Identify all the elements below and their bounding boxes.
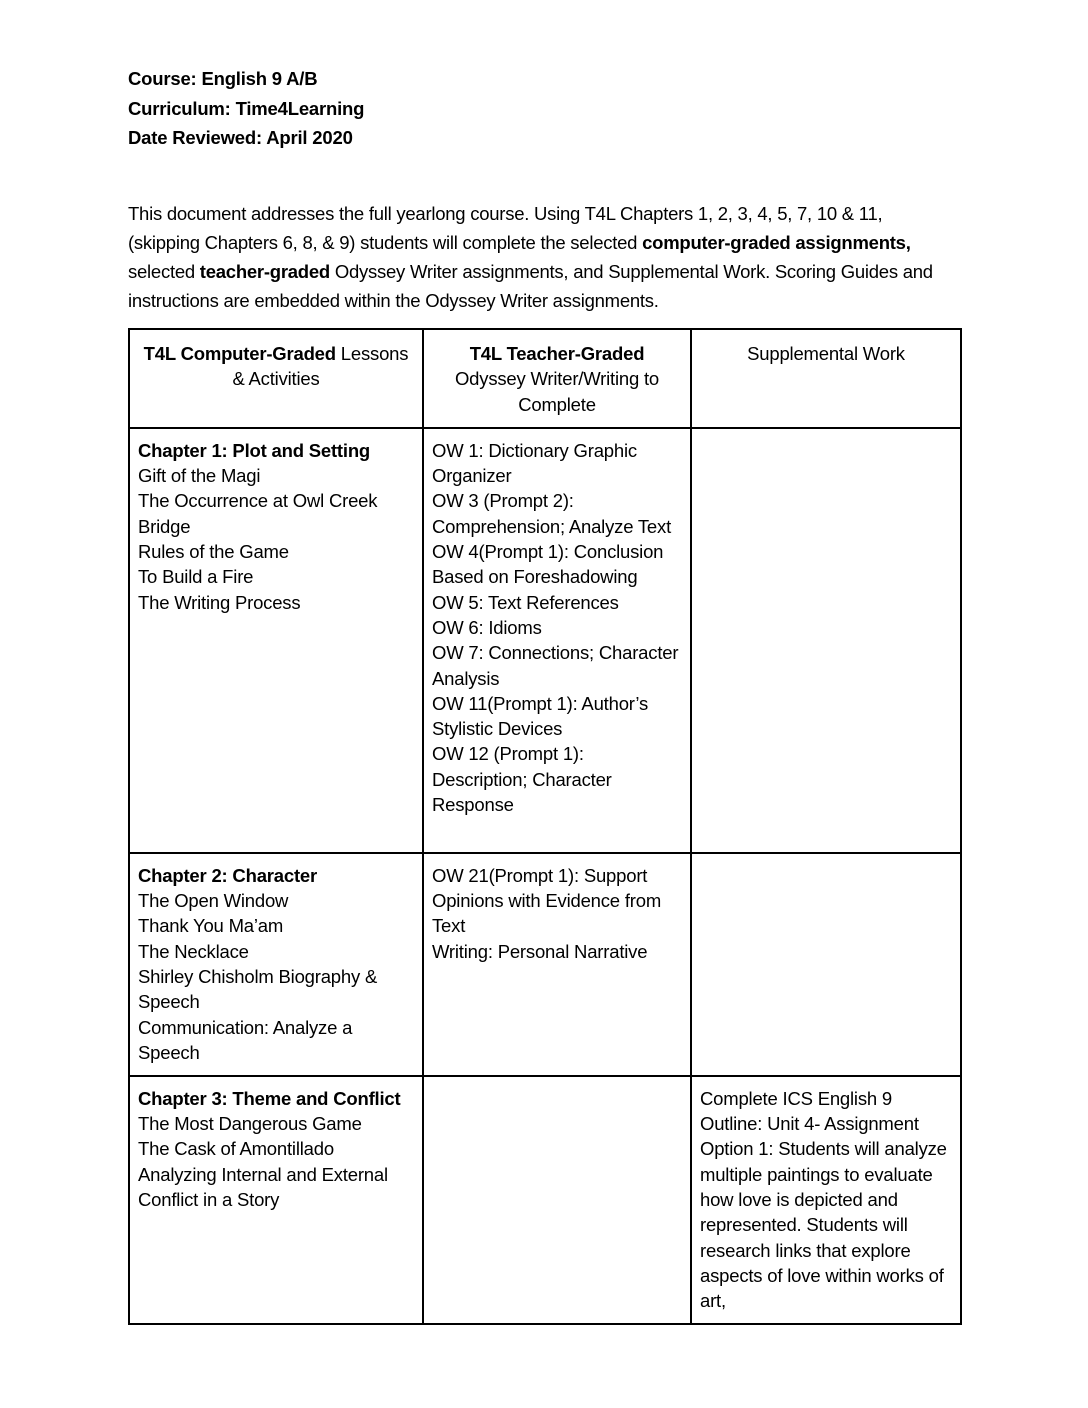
assignment-item: OW 11(Prompt 1): Author’s Stylistic Devices: [432, 692, 649, 740]
lesson-item: The Writing Process: [138, 591, 301, 613]
lessons-cell: [129, 853, 423, 1076]
supplemental-cell: Complete ICS English 9 Outline: Unit 4- Assignment Option 1: Students will analyze multiple paintings to evaluate how love is depicted and represented. Students will research links that explore aspects of love within works of art,: [691, 1076, 961, 1324]
intro-text-1: This document addresses the full yearlong course. Using T4L Chapters 1, 2, 3, 4, 5, 7, 10 & 11, (skipping Chapters 6, 8, & 9) students will complete the selected: [128, 202, 883, 253]
course-table: [128, 328, 962, 1325]
intro-text-2: selected: [128, 260, 200, 282]
lesson-item: The Occurrence at Owl Creek Bridge: [138, 490, 378, 537]
lesson-item: Rules of the Game: [138, 541, 289, 563]
header-teacher-graded-rest: Odyssey Writer/Writing to Complete: [454, 368, 660, 415]
lessons-cell: [129, 428, 423, 853]
table-row: [129, 853, 961, 1076]
chapter-title: Chapter 2: Character: [138, 864, 318, 886]
curriculum-line: [128, 94, 364, 124]
assignment-item: OW 3 (Prompt 2): Comprehension; Analyze Text: [432, 490, 672, 537]
teacher-graded-cell: [423, 1076, 691, 1324]
course-meta: [128, 64, 364, 153]
date-value: April 2020: [266, 127, 353, 148]
header-teacher-graded-bold: T4L Teacher-Graded: [469, 343, 645, 364]
date-label: Date Reviewed:: [128, 127, 262, 148]
curriculum-value: Time4Learning: [235, 97, 365, 119]
assignment-item: OW 12 (Prompt 1): Description; Character Response: [432, 743, 612, 816]
teacher-graded-cell: [423, 853, 691, 1076]
lesson-item: Analyzing Internal and External Conflict in a Story: [138, 1163, 388, 1211]
table-header-row: [129, 329, 961, 428]
curriculum-label: Curriculum:: [128, 97, 231, 119]
supplemental-cell: [691, 428, 961, 853]
teacher-graded-cell: [423, 428, 691, 853]
supplemental-cell: [691, 853, 961, 1076]
header-teacher-graded: [423, 329, 691, 428]
course-value: English 9 A/B: [201, 68, 318, 89]
header-computer-graded-rest: Lessons & Activities: [232, 343, 409, 390]
intro-bold-computer-graded: computer-graded assignments,: [642, 231, 911, 253]
lesson-item: Communication: Analyze a Speech: [138, 1016, 353, 1063]
lesson-item: The Cask of Amontillado: [138, 1138, 334, 1160]
date-reviewed-line: [128, 123, 364, 153]
chapter-title: Chapter 1: Plot and Setting: [138, 439, 371, 461]
lesson-item: Thank You Ma’am: [138, 915, 284, 937]
table-row: [129, 1076, 961, 1324]
intro-paragraph: [128, 199, 958, 315]
intro-text-3: Odyssey Writer assignments, and Supplemental Work. Scoring Guides and instructions are embedded within the Odyssey Writer assignments.: [128, 260, 933, 311]
assignment-item: OW 1: Dictionary Graphic Organizer: [432, 439, 637, 487]
assignment-item: OW 5: Text References: [432, 591, 619, 613]
lesson-item: The Necklace: [138, 940, 249, 962]
header-supplemental-work: Supplemental Work: [691, 329, 961, 428]
table-row: [129, 428, 961, 853]
lesson-item: To Build a Fire: [138, 566, 254, 588]
assignment-item: Writing: Personal Narrative: [432, 940, 648, 962]
intro-bold-teacher-graded: teacher-graded: [199, 260, 330, 282]
header-computer-graded-bold: T4L Computer-Graded: [143, 343, 336, 364]
chapter-title: Chapter 3: Theme and Conflict: [138, 1087, 401, 1109]
assignment-item: OW 21(Prompt 1): Support Opinions with Evidence from Text: [432, 864, 662, 937]
lesson-item: The Open Window: [138, 890, 289, 912]
lesson-item: Shirley Chisholm Biography & Speech: [138, 966, 378, 1013]
course-line: [128, 64, 364, 94]
lesson-item: The Most Dangerous Game: [138, 1113, 362, 1135]
assignment-item: OW 7: Connections; Character Analysis: [432, 642, 679, 689]
lesson-item: Gift of the Magi: [138, 465, 261, 487]
assignment-item: OW 4(Prompt 1): Conclusion Based on Foreshadowing: [432, 541, 664, 588]
lessons-cell: [129, 1076, 423, 1324]
header-computer-graded: [129, 329, 423, 428]
assignment-item: OW 6: Idioms: [432, 616, 542, 638]
course-label: Course:: [128, 68, 197, 89]
